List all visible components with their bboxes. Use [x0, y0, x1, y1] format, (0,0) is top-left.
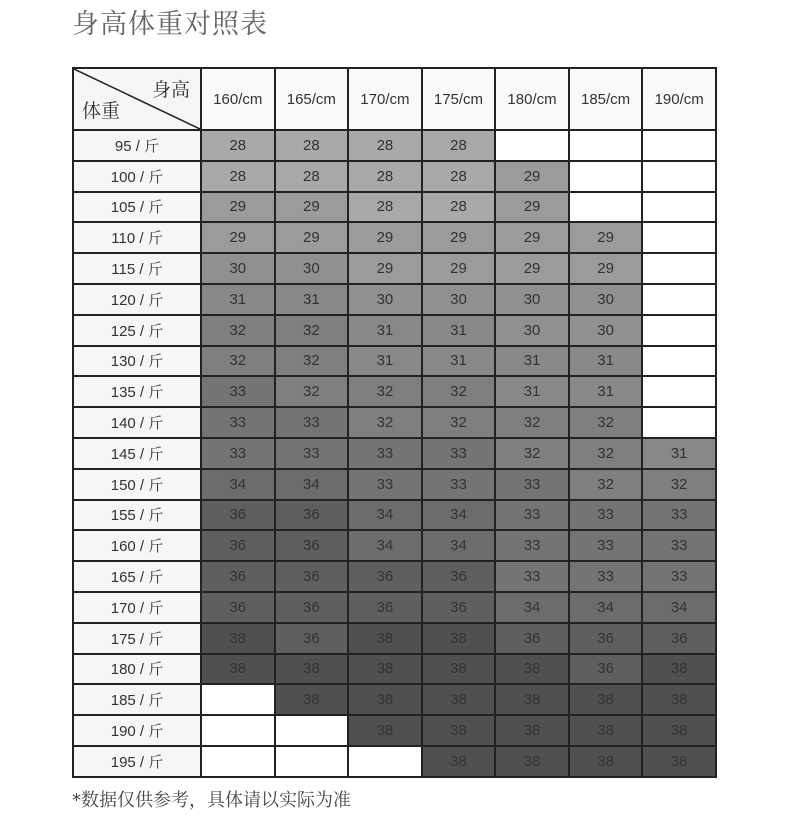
weight-label: 195 / 斤 [73, 746, 201, 777]
size-cell: 36 [422, 561, 496, 592]
size-cell: 33 [348, 438, 422, 469]
size-cell: 28 [275, 130, 349, 161]
size-cell: 32 [569, 407, 643, 438]
table-row [73, 469, 716, 500]
size-cell: 36 [642, 623, 716, 654]
table-row [73, 161, 716, 192]
size-cell: 34 [348, 500, 422, 531]
size-cell: 36 [569, 654, 643, 685]
table-row [73, 438, 716, 469]
table-row [73, 746, 716, 777]
size-cell: 30 [495, 315, 569, 346]
size-cell: 28 [348, 192, 422, 223]
size-cell: 36 [348, 592, 422, 623]
weight-label: 160 / 斤 [73, 530, 201, 561]
size-cell: 31 [201, 284, 275, 315]
size-cell: 36 [495, 623, 569, 654]
size-cell: 34 [495, 592, 569, 623]
size-cell: 33 [348, 469, 422, 500]
size-cell: 31 [495, 376, 569, 407]
empty-cell [569, 161, 643, 192]
size-cell: 33 [422, 438, 496, 469]
size-cell: 28 [422, 130, 496, 161]
size-cell: 33 [642, 530, 716, 561]
empty-cell [642, 346, 716, 377]
size-cell: 38 [642, 684, 716, 715]
size-cell: 38 [422, 715, 496, 746]
size-cell: 38 [348, 654, 422, 685]
size-cell: 33 [201, 376, 275, 407]
empty-cell [495, 130, 569, 161]
size-cell: 29 [422, 253, 496, 284]
empty-cell [642, 376, 716, 407]
size-cell: 29 [495, 192, 569, 223]
empty-cell [201, 746, 275, 777]
weight-label: 170 / 斤 [73, 592, 201, 623]
size-cell: 29 [569, 253, 643, 284]
size-cell: 32 [348, 376, 422, 407]
size-cell: 38 [495, 654, 569, 685]
size-cell: 36 [275, 530, 349, 561]
empty-cell [201, 684, 275, 715]
weight-label: 120 / 斤 [73, 284, 201, 315]
size-cell: 32 [275, 376, 349, 407]
size-cell: 34 [201, 469, 275, 500]
size-cell: 38 [569, 684, 643, 715]
size-cell: 38 [348, 623, 422, 654]
size-cell: 29 [422, 222, 496, 253]
size-cell: 33 [495, 561, 569, 592]
size-cell: 31 [495, 346, 569, 377]
size-cell: 33 [495, 530, 569, 561]
size-cell: 30 [275, 253, 349, 284]
empty-cell [642, 130, 716, 161]
size-cell: 29 [495, 253, 569, 284]
size-cell: 31 [348, 315, 422, 346]
size-cell: 28 [201, 161, 275, 192]
size-cell: 32 [275, 346, 349, 377]
empty-cell [348, 746, 422, 777]
size-cell: 33 [495, 500, 569, 531]
empty-cell [275, 746, 349, 777]
size-cell: 32 [422, 376, 496, 407]
size-cell: 38 [422, 654, 496, 685]
size-cell: 36 [422, 592, 496, 623]
page-title: 身高体重对照表 [72, 9, 268, 40]
size-cell: 29 [275, 192, 349, 223]
weight-label: 190 / 斤 [73, 715, 201, 746]
size-cell: 34 [422, 500, 496, 531]
table-row [73, 284, 716, 315]
size-cell: 29 [201, 222, 275, 253]
empty-cell [569, 130, 643, 161]
size-cell: 36 [275, 623, 349, 654]
size-chart-table [72, 67, 717, 778]
size-cell: 36 [348, 561, 422, 592]
size-cell: 33 [495, 469, 569, 500]
table-row [73, 253, 716, 284]
table-row [73, 192, 716, 223]
size-cell: 31 [422, 346, 496, 377]
table-row [73, 561, 716, 592]
size-cell: 32 [348, 407, 422, 438]
column-header: 175/cm [422, 68, 496, 130]
size-cell: 38 [495, 746, 569, 777]
size-cell: 32 [422, 407, 496, 438]
size-cell: 30 [422, 284, 496, 315]
size-cell: 31 [642, 438, 716, 469]
table-row [73, 623, 716, 654]
size-cell: 38 [348, 715, 422, 746]
size-cell: 38 [348, 684, 422, 715]
weight-label: 140 / 斤 [73, 407, 201, 438]
size-cell: 32 [569, 438, 643, 469]
column-header: 160/cm [201, 68, 275, 130]
empty-cell [642, 253, 716, 284]
empty-cell [642, 407, 716, 438]
size-cell: 34 [348, 530, 422, 561]
size-cell: 32 [495, 407, 569, 438]
size-cell: 38 [422, 746, 496, 777]
empty-cell [642, 222, 716, 253]
corner-cell [73, 68, 201, 130]
size-cell: 33 [201, 407, 275, 438]
table-row [73, 315, 716, 346]
size-cell: 36 [201, 530, 275, 561]
size-cell: 32 [642, 469, 716, 500]
empty-cell [569, 192, 643, 223]
size-cell: 38 [495, 684, 569, 715]
size-cell: 36 [201, 500, 275, 531]
size-cell: 31 [422, 315, 496, 346]
size-cell: 33 [201, 438, 275, 469]
size-cell: 29 [348, 253, 422, 284]
size-cell: 33 [569, 530, 643, 561]
size-cell: 33 [275, 438, 349, 469]
header-row [73, 68, 716, 130]
size-cell: 32 [495, 438, 569, 469]
empty-cell [201, 715, 275, 746]
weight-label: 175 / 斤 [73, 623, 201, 654]
size-cell: 29 [495, 161, 569, 192]
size-cell: 34 [569, 592, 643, 623]
table-row [73, 530, 716, 561]
empty-cell [642, 284, 716, 315]
weight-label: 95 / 斤 [73, 130, 201, 161]
size-cell: 34 [275, 469, 349, 500]
size-cell: 29 [201, 192, 275, 223]
size-cell: 30 [495, 284, 569, 315]
size-cell: 29 [569, 222, 643, 253]
table-row [73, 222, 716, 253]
size-cell: 38 [275, 684, 349, 715]
size-cell: 31 [348, 346, 422, 377]
size-cell: 29 [348, 222, 422, 253]
size-cell: 31 [275, 284, 349, 315]
size-cell: 38 [201, 623, 275, 654]
size-cell: 28 [275, 161, 349, 192]
table-row [73, 130, 716, 161]
table-row [73, 500, 716, 531]
weight-label: 150 / 斤 [73, 469, 201, 500]
table-row [73, 346, 716, 377]
size-cell: 38 [275, 654, 349, 685]
size-cell: 36 [201, 561, 275, 592]
size-cell: 36 [275, 500, 349, 531]
empty-cell [642, 315, 716, 346]
weight-label: 130 / 斤 [73, 346, 201, 377]
size-cell: 38 [201, 654, 275, 685]
weight-label: 155 / 斤 [73, 500, 201, 531]
column-header: 170/cm [348, 68, 422, 130]
column-header: 165/cm [275, 68, 349, 130]
size-cell: 31 [569, 346, 643, 377]
size-cell: 38 [569, 746, 643, 777]
size-cell: 32 [201, 346, 275, 377]
size-cell: 29 [275, 222, 349, 253]
size-cell: 36 [275, 592, 349, 623]
size-cell: 38 [422, 623, 496, 654]
size-cell: 28 [422, 161, 496, 192]
size-cell: 34 [642, 592, 716, 623]
table-row [73, 654, 716, 685]
weight-label: 105 / 斤 [73, 192, 201, 223]
size-cell: 34 [422, 530, 496, 561]
table-row [73, 376, 716, 407]
size-cell: 29 [495, 222, 569, 253]
weight-label: 135 / 斤 [73, 376, 201, 407]
size-cell: 33 [569, 500, 643, 531]
weight-label: 145 / 斤 [73, 438, 201, 469]
size-cell: 33 [275, 407, 349, 438]
table-row [73, 592, 716, 623]
column-header: 185/cm [569, 68, 643, 130]
column-header: 180/cm [495, 68, 569, 130]
size-cell: 32 [275, 315, 349, 346]
size-cell: 33 [569, 561, 643, 592]
empty-cell [275, 715, 349, 746]
size-cell: 32 [201, 315, 275, 346]
size-cell: 38 [422, 684, 496, 715]
table-row [73, 407, 716, 438]
column-header: 190/cm [642, 68, 716, 130]
size-cell: 38 [495, 715, 569, 746]
weight-label: 185 / 斤 [73, 684, 201, 715]
weight-label: 165 / 斤 [73, 561, 201, 592]
size-cell: 30 [569, 284, 643, 315]
footnote: *数据仅供参考，具体请以实际为准 [72, 790, 351, 811]
empty-cell [642, 161, 716, 192]
size-cell: 28 [348, 130, 422, 161]
size-cell: 36 [201, 592, 275, 623]
size-cell: 38 [642, 715, 716, 746]
size-cell: 28 [422, 192, 496, 223]
table-row [73, 715, 716, 746]
size-cell: 30 [348, 284, 422, 315]
weight-label: 125 / 斤 [73, 315, 201, 346]
size-cell: 30 [201, 253, 275, 284]
size-cell: 38 [642, 746, 716, 777]
size-cell: 28 [201, 130, 275, 161]
size-cell: 33 [642, 500, 716, 531]
size-cell: 33 [642, 561, 716, 592]
size-cell: 36 [275, 561, 349, 592]
size-cell: 32 [569, 469, 643, 500]
size-cell: 31 [569, 376, 643, 407]
weight-label: 115 / 斤 [73, 253, 201, 284]
empty-cell [642, 192, 716, 223]
size-cell: 38 [642, 654, 716, 685]
size-cell: 33 [422, 469, 496, 500]
weight-label: 180 / 斤 [73, 654, 201, 685]
size-cell: 28 [348, 161, 422, 192]
table-row [73, 684, 716, 715]
size-cell: 38 [569, 715, 643, 746]
weight-axis-label: 体重 [82, 100, 121, 122]
size-cell: 36 [569, 623, 643, 654]
weight-label: 110 / 斤 [73, 222, 201, 253]
weight-label: 100 / 斤 [73, 161, 201, 192]
size-cell: 30 [569, 315, 643, 346]
height-axis-label: 身高 [151, 79, 190, 101]
